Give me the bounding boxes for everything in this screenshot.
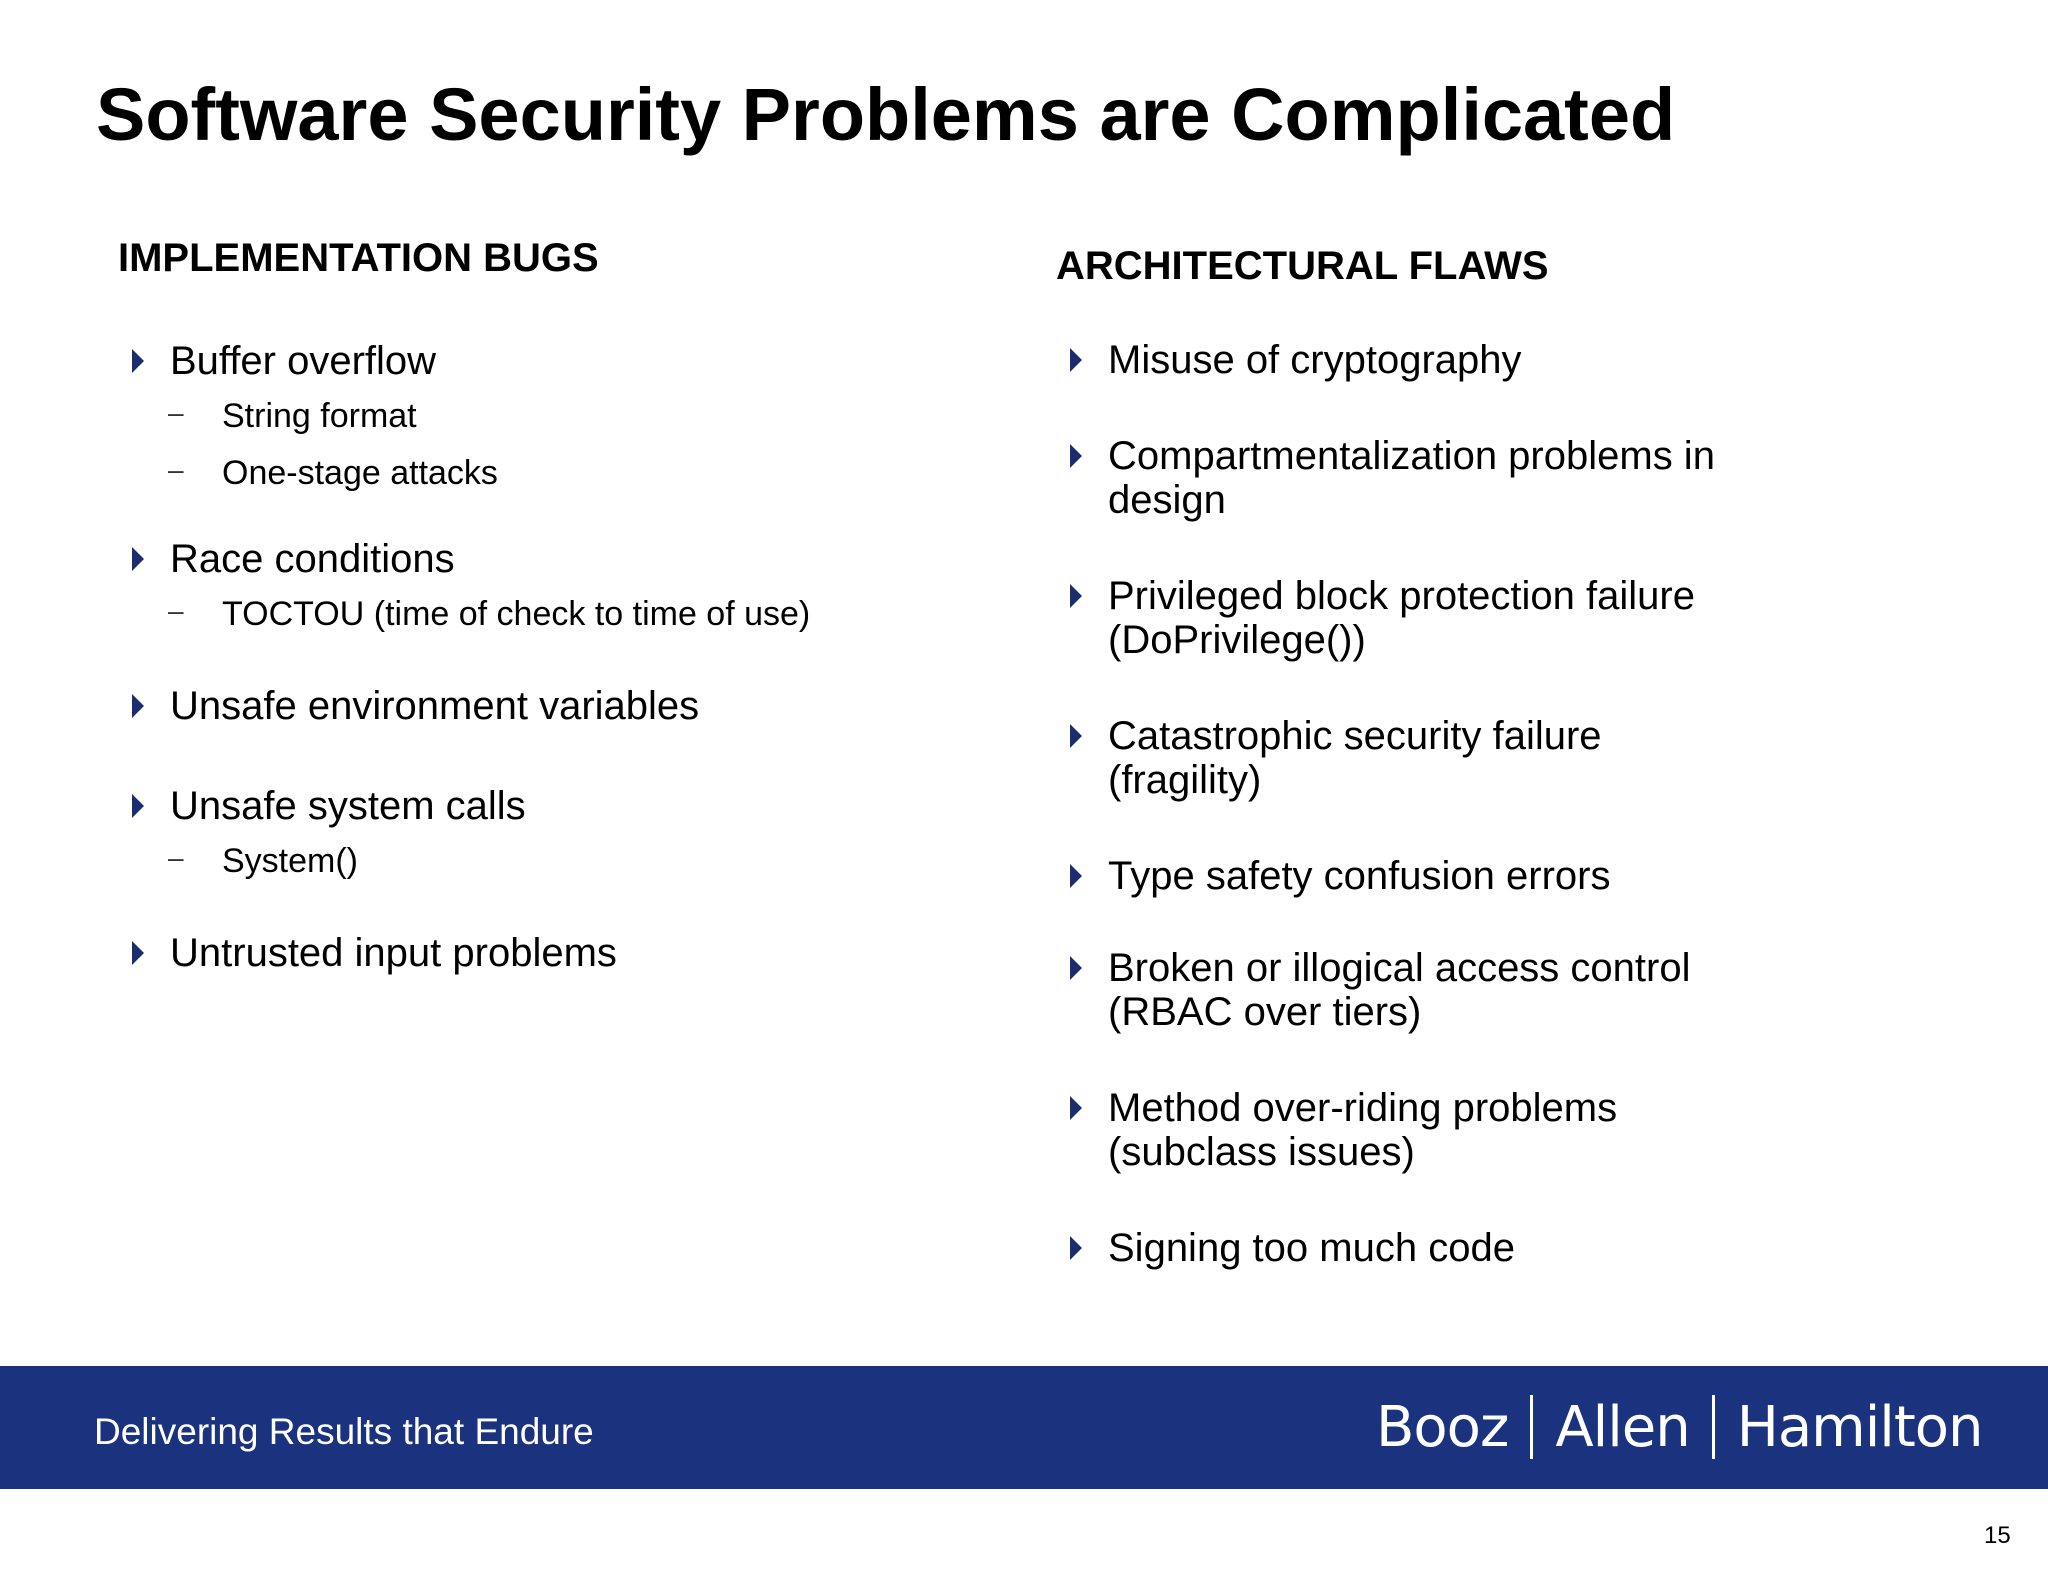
bullet-label: Catastrophic security failure (fragility) xyxy=(1108,714,1602,802)
sub-bullet-label: TOCTOU (time of check to time of use) xyxy=(222,595,811,634)
dash-icon: – xyxy=(168,397,184,428)
bullet-item xyxy=(118,339,938,383)
implementation-bugs-heading: IMPLEMENTATION BUGS xyxy=(118,236,599,280)
bullet-item xyxy=(1056,434,1828,522)
bullet-item xyxy=(118,931,938,975)
bullet-label: Privileged block protection failure (DoPrivilege()) xyxy=(1108,574,1695,662)
bullet-item xyxy=(1056,854,1828,898)
bullet-item xyxy=(1056,338,1828,382)
bullet-item xyxy=(118,537,938,581)
sub-bullet-item xyxy=(118,595,822,634)
booz-allen-hamilton-logo xyxy=(1376,1392,1983,1462)
bullet-arrow-icon xyxy=(1070,956,1082,980)
sub-bullet-label: String format xyxy=(222,397,417,435)
bullet-label: Untrusted input problems xyxy=(170,931,617,976)
bullet-item xyxy=(1056,714,1668,802)
bullet-arrow-icon xyxy=(132,547,144,571)
bullet-label: Buffer overflow xyxy=(170,339,437,383)
logo-divider xyxy=(1712,1395,1715,1459)
bullet-arrow-icon xyxy=(1070,1236,1082,1260)
bullet-arrow-icon xyxy=(1070,584,1082,608)
bullet-arrow-icon xyxy=(132,794,144,818)
bullet-arrow-icon xyxy=(1070,444,1082,468)
bullet-label: Race conditions xyxy=(170,537,455,582)
bullet-item xyxy=(1056,1086,1668,1174)
sub-bullet-item xyxy=(118,842,938,881)
logo-word: Booz xyxy=(1376,1394,1509,1460)
bullet-arrow-icon xyxy=(1070,864,1082,888)
logo-divider xyxy=(1530,1395,1533,1459)
bullet-label: Unsafe system calls xyxy=(170,784,526,829)
bullet-arrow-icon xyxy=(132,694,144,718)
bullet-label: Signing too much code xyxy=(1108,1226,1515,1270)
bullet-item xyxy=(118,684,938,728)
implementation-bugs-column xyxy=(118,235,938,975)
bullet-item xyxy=(118,784,938,828)
logo-word: Allen xyxy=(1555,1394,1690,1460)
bullet-label: Broken or illogical access control (RBAC over tiers) xyxy=(1108,946,1691,1034)
sub-bullet-item xyxy=(118,454,938,493)
bullet-arrow-icon xyxy=(1070,348,1082,372)
footer-tagline: Delivering Results that Endure xyxy=(94,1411,594,1452)
dash-icon: – xyxy=(168,842,184,874)
bullet-label: Unsafe environment variables xyxy=(170,684,700,729)
dash-icon: – xyxy=(168,454,184,486)
bullet-arrow-icon xyxy=(1070,1096,1082,1120)
slide-title: Software Security Problems are Complicated xyxy=(96,73,1676,156)
page-number: 15 xyxy=(1984,1522,2011,1549)
bullet-label: Misuse of cryptography xyxy=(1108,338,1522,382)
architectural-flaws-column xyxy=(1056,243,1916,1270)
dash-icon: – xyxy=(168,595,184,627)
bullet-item xyxy=(1056,1226,1828,1270)
bullet-item xyxy=(1056,574,1828,662)
bullet-label: Compartmentalization problems in design xyxy=(1108,434,1715,522)
bullet-arrow-icon xyxy=(1070,724,1082,748)
bullet-label: Method over-riding problems (subclass issues) xyxy=(1108,1086,1618,1174)
bullet-item xyxy=(1056,946,1788,1034)
sub-bullet-label: System() xyxy=(222,842,358,881)
logo-word: Hamilton xyxy=(1736,1394,1983,1460)
bullet-arrow-icon xyxy=(132,941,144,965)
architectural-flaws-heading: ARCHITECTURAL FLAWS xyxy=(1056,244,1549,288)
sub-bullet-item xyxy=(118,397,938,436)
bullet-arrow-icon xyxy=(132,349,144,373)
sub-bullet-label: One-stage attacks xyxy=(222,454,498,493)
bullet-label: Type safety confusion errors xyxy=(1108,854,1611,898)
